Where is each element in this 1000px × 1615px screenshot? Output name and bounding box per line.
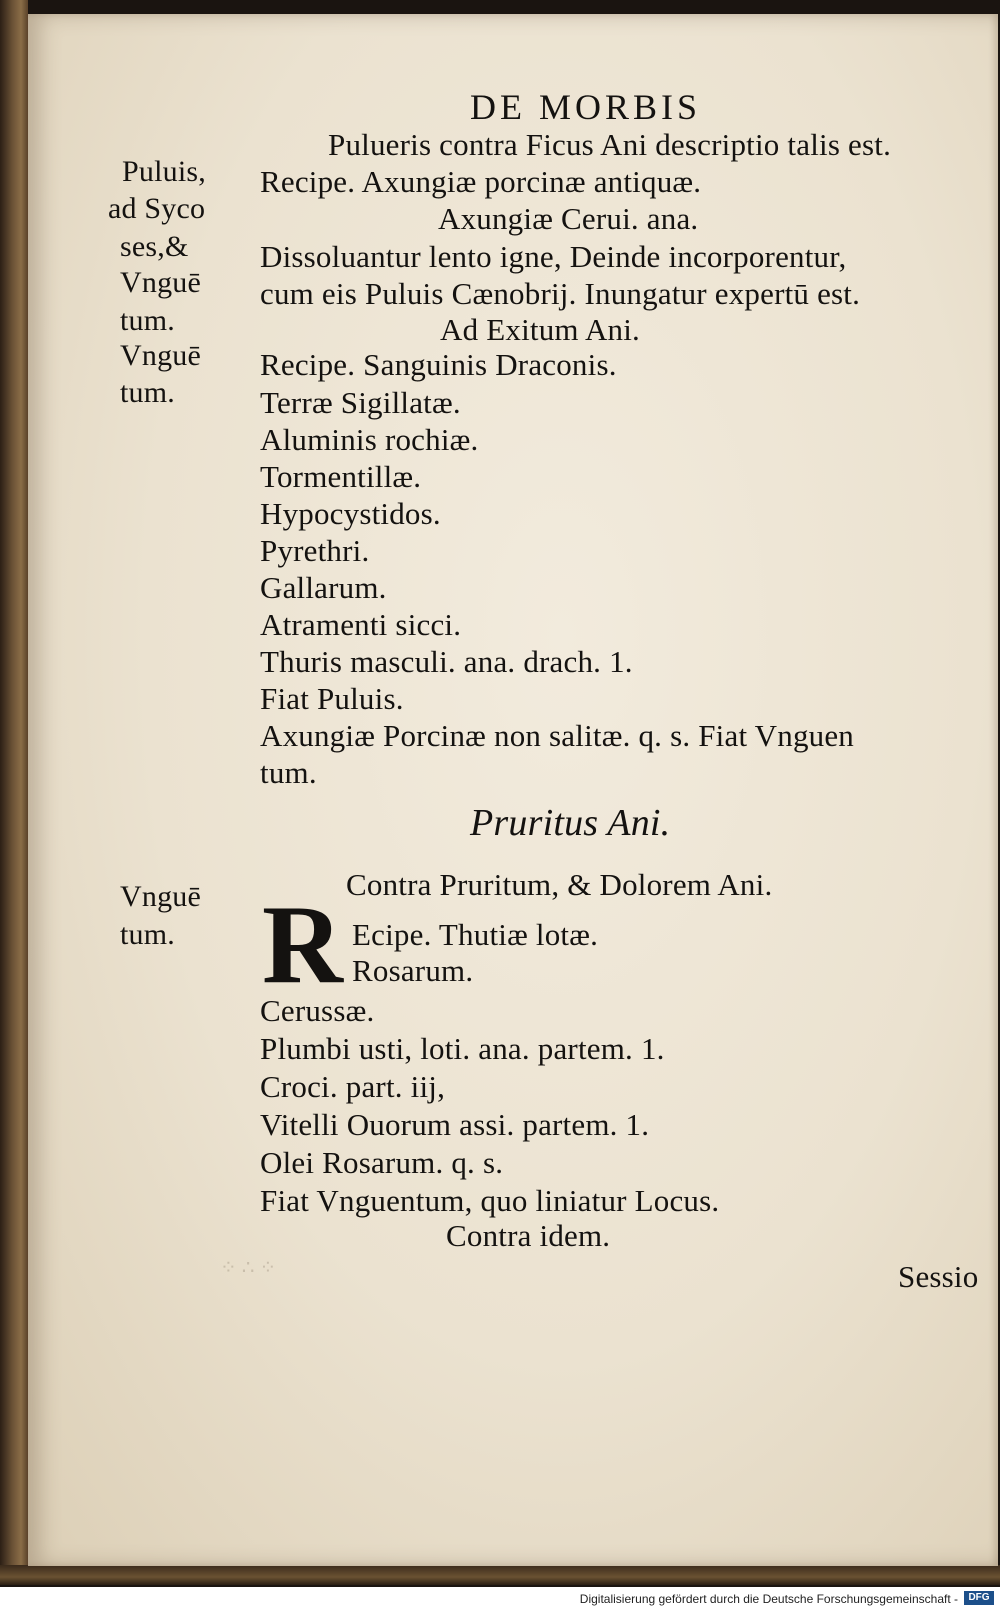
margin-note-line: tum.: [120, 918, 175, 951]
text-line: Tormentillæ.: [260, 459, 422, 494]
text-line: Recipe. Sanguinis Draconis.: [260, 347, 617, 382]
text-line: Recipe. Axungiæ porcinæ antiquæ.: [260, 164, 702, 199]
text-line: Pulueris contra Ficus Ani descriptio talis est.: [328, 127, 892, 162]
bleed-through-mark: ⁘ ∴ ⁘: [220, 1257, 277, 1279]
margin-note-line: Vnguē: [120, 266, 201, 299]
running-header: DE MORBIS: [470, 87, 702, 127]
text-line: Fiat Vnguentum, quo liniatur Locus.: [260, 1183, 720, 1218]
margin-note-line: Vnguē: [120, 339, 201, 372]
section-subtitle: Contra Pruritum, & Dolorem Ani.: [346, 867, 773, 902]
text-line: Dissoluantur lento igne, Deinde incorporentur,: [260, 239, 847, 274]
margin-note-line: Vnguē: [120, 880, 201, 913]
section-title: Pruritus Ani.: [470, 802, 671, 844]
book-edge-bottom: [0, 1565, 1000, 1585]
text-line: Croci. part. iij,: [260, 1069, 446, 1104]
text-line: Ad Exitum Ani.: [440, 312, 641, 347]
text-line: cum eis Puluis Cænobrij. Inungatur expertū est.: [260, 276, 861, 311]
text-line: Plumbi usti, loti. ana. partem. 1.: [260, 1031, 665, 1066]
text-line: Aluminis rochiæ.: [260, 422, 479, 457]
digitization-credit: Digitalisierung gefördert durch die Deutsche Forschungsgemeinschaft -: [579, 1592, 958, 1606]
dfg-logo: DFG: [964, 1591, 994, 1605]
text-line: Axungiæ Porcinæ non salitæ. q. s. Fiat Vnguen: [260, 718, 855, 753]
drop-cap: R: [262, 883, 343, 1007]
catchword: Sessio: [898, 1259, 979, 1294]
text-line: Pyrethri.: [260, 533, 370, 568]
text-line: Contra idem.: [446, 1218, 611, 1253]
text-line: Vitelli Ouorum assi. partem. 1.: [260, 1107, 650, 1142]
margin-note-line: ad Syco: [108, 192, 206, 225]
text-line: Terræ Sigillatæ.: [260, 385, 461, 420]
text-line: Cerussæ.: [260, 993, 375, 1028]
margin-note-line: Puluis,: [122, 155, 206, 188]
text-line: Atramenti sicci.: [260, 607, 462, 642]
text-line: Hypocystidos.: [260, 496, 441, 531]
text-line: Axungiæ Cerui. ana.: [438, 201, 699, 236]
margin-note-line: ses,&: [120, 230, 189, 263]
margin-note-line: tum.: [120, 376, 175, 409]
text-line: Fiat Puluis.: [260, 681, 404, 716]
text-line: Gallarum.: [260, 570, 387, 605]
text-line: Rosarum.: [352, 953, 474, 988]
text-line: Thuris masculi. ana. drach. 1.: [260, 644, 633, 679]
text-line: Ecipe. Thutiæ lotæ.: [352, 917, 599, 952]
margin-note-line: tum.: [120, 304, 175, 337]
text-line: Olei Rosarum. q. s.: [260, 1145, 504, 1180]
book-edge-left: [0, 0, 28, 1580]
text-line: tum.: [260, 755, 317, 790]
